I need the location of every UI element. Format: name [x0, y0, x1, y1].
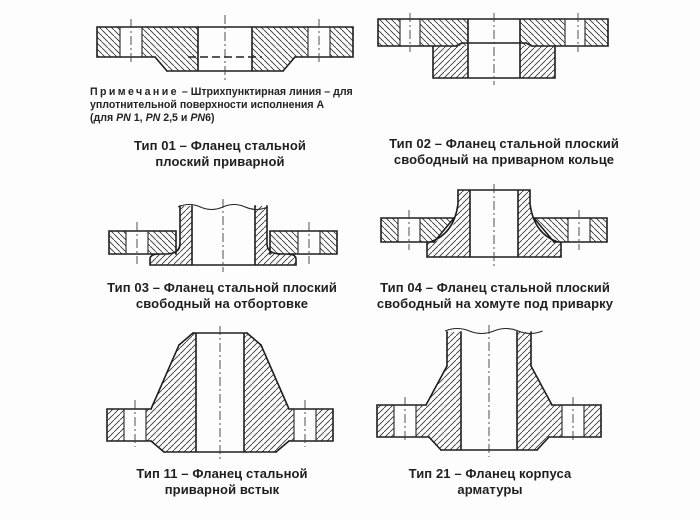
note-line3: (для PN 1, PN 2,5 и PN6) — [90, 112, 215, 125]
caption-type-04 — [361, 280, 629, 312]
flange-type-11-drawing — [98, 323, 342, 463]
pn-label: PN — [190, 112, 206, 125]
pn-label: PN — [116, 112, 131, 125]
caption-line: приварной встык — [164, 482, 280, 497]
flange-type-04-drawing — [373, 182, 615, 272]
caption-line: свободный на отбортовке — [135, 296, 309, 311]
flange-type-21-drawing — [368, 323, 612, 463]
flange-type-02-drawing — [370, 10, 614, 90]
caption-line: свободный на приварном кольце — [393, 152, 615, 167]
caption-line: Тип 02 – Фланец стальной плоский — [389, 136, 619, 151]
note-term: Примечание — [90, 86, 179, 98]
caption-line: Тип 01 – Фланец стальной — [133, 138, 307, 153]
caption-line: Тип 03 – Фланец стальной плоский — [107, 280, 337, 295]
note-line1-rest: – Штрихпунктирная линия – для — [178, 86, 353, 98]
caption-type-01 — [88, 138, 352, 170]
caption-type-11 — [90, 466, 354, 498]
caption-line: свободный на хомуте под приварку — [376, 296, 614, 311]
note-line2: уплотнительной поверхности исполнения А — [90, 99, 325, 112]
caption-line: Тип 11 – Фланец стальной — [136, 466, 308, 481]
caption-type-02 — [370, 136, 638, 168]
caption-line: арматуры — [457, 482, 523, 497]
caption-type-21 — [358, 466, 622, 498]
flange-type-03-drawing — [105, 196, 345, 274]
caption-type-03 — [90, 280, 354, 312]
note-sealing-surface — [90, 86, 372, 126]
caption-line: плоский приварной — [155, 154, 285, 169]
caption-line: Тип 04 – Фланец стальной плоский — [380, 280, 610, 295]
flange-type-01-drawing — [88, 10, 362, 86]
caption-line: Тип 21 – Фланец корпуса — [408, 466, 572, 481]
pn-label: PN — [145, 112, 161, 125]
